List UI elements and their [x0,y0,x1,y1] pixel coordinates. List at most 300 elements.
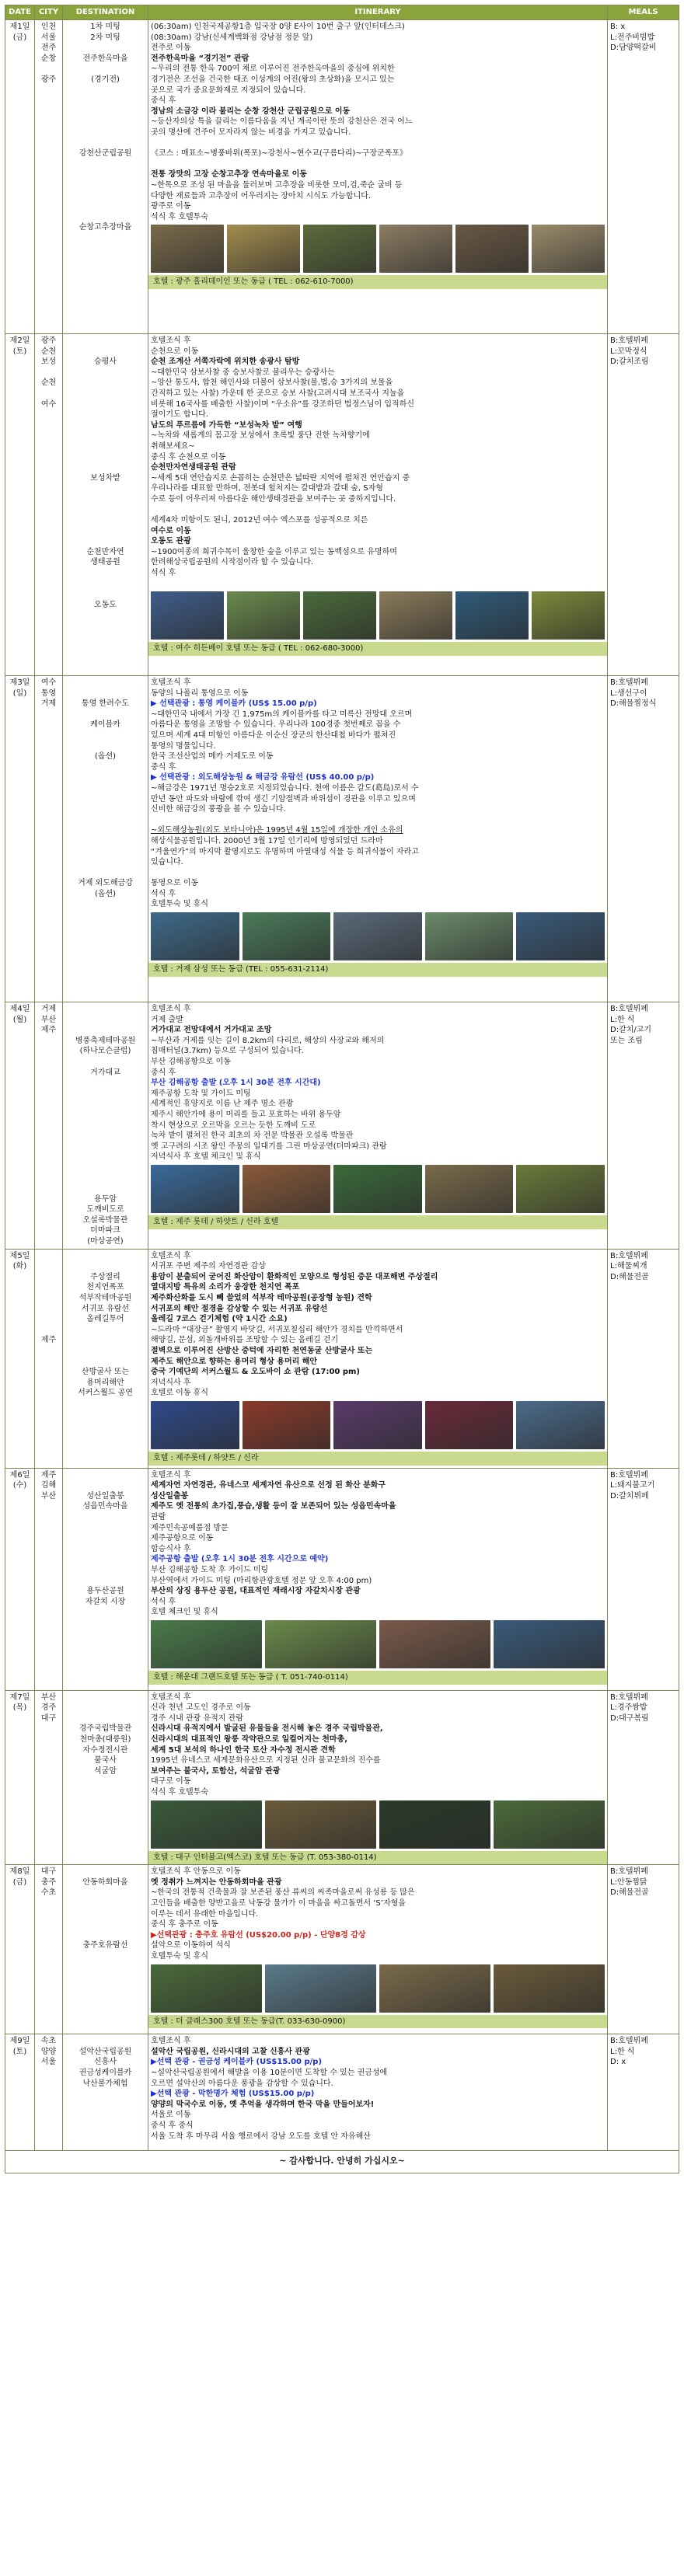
itinerary-line: 순천만자연생태공원 관람 [151,463,236,472]
sight-photo [333,1401,422,1449]
destination-name [65,201,145,212]
city-name: 속초 [40,2037,57,2046]
destination-name: 충주호유람선 [82,1941,128,1950]
day-date-cell [5,676,35,1002]
destination-name [65,1015,145,1026]
destination-name: 성읍민속마을 [82,1502,128,1511]
itinerary-line: 《코스 : 매표소~병풍바위(폭포)~강천사~현수교(구름다리)~구장군폭포》 [151,149,408,159]
itinerary-line: 녹차 밭이 펼쳐진 한국 최초의 차 전문 박물관 오설록 박물관 [151,1131,354,1141]
destination-name [65,1898,145,1909]
destination-name: 2차 미팅 [90,33,120,42]
destination-name [65,526,145,537]
itinerary-line: 저녁식사 후 [151,1378,191,1387]
itinerary-line: 이루는 데서 유래한 마을입니다. [151,1909,259,1919]
meal-item: L:한 식 [610,1015,635,1024]
city-name: 거제 [40,1005,57,1013]
itinerary-line: 비롯해 16국사를 배출한 사찰)이며 “우소유”를 강조하던 법정스님이 입적하신 [151,399,415,409]
itinerary-line: 호텔로 이동 휴식 [151,1389,208,1398]
destination-name: 산방굴사 또는 [81,1368,130,1377]
city-name: 제주 [40,1470,57,1480]
destination-name [65,1335,145,1346]
day-destination-cell [63,1865,148,2034]
sight-photo [425,912,514,960]
city-name: 보성 [40,357,57,367]
day-itinerary-cell [148,1002,608,1250]
day-date-text: 제4일 [9,1005,30,1013]
day-itinerary-cell [148,2034,608,2151]
day-date-cell [5,1690,35,1865]
photo-strip [151,1165,605,1213]
destination-name [65,1930,145,1941]
day-itinerary-cell [148,1249,608,1468]
destination-name [65,1025,145,1036]
destination-name [65,762,145,773]
itinerary-line: 부산 김해공항 출발 (오후 1시 30분 전후 시간대) [151,1079,321,1088]
meal-item: L:생선구이 [610,688,647,698]
city-name: 김해 [40,1481,57,1490]
itinerary-line: 절이기도 합니다. [151,410,208,420]
sight-photo [151,225,224,273]
sight-photo [151,591,224,640]
destination-name [65,1512,145,1523]
city-name: 여수 [40,678,57,687]
itinerary-line: ~드라마 “대장금” 촬영지 바닷길, 서귀포칠십리 해안가 경치를 만끽하면서 [151,1325,403,1334]
destination-name [65,1470,145,1481]
sight-photo [243,1165,331,1213]
itinerary-line: 수로 등이 어우러져 아름다운 해안생태경관을 보여주는 곳 중하지입니다. [151,494,396,504]
itinerary-line: 해상식물공원입니다. 2000년 3월 17일 인기리에 방영되었던 드라마 [151,836,383,845]
itinerary-line: 합승식사 후 [151,1544,191,1553]
day-destination-cell [63,2034,148,2151]
sight-photo [243,1401,331,1449]
itinerary-line: 절벽으로 이루어진 산방산 중턱에 자리한 천연동굴 산방굴사 또는 [151,1347,373,1355]
itinerary-line: 제주공항 도착 및 가이드 미팅 [151,1089,251,1098]
itinerary-line [151,138,605,149]
itinerary-line: ~우리의 전통 한옥 700여 채로 이루어진 전주한옥마을의 중심에 위치한 [151,64,395,74]
destination-name: 거가대교 [90,1068,120,1077]
itinerary-line: 석식 후 [151,569,176,578]
itinerary-line: ~부산과 거제를 잇는 길이 8.2km의 다리로, 해상의 사장교와 해저의 [151,1036,385,1045]
itinerary-line: 취해보세요~ [151,441,195,451]
day-date-text: 제2일 [9,336,30,345]
sight-photo [494,1620,605,1668]
day-date-cell [5,2034,35,2151]
meal-item: D:해물전골 [610,1272,649,1281]
itinerary-line: 제주도 해안으로 향하는 용머리 형상 용머리 해안 [151,1357,318,1366]
itinerary-line: 여수로 이동 [151,526,191,535]
city-name: 여수 [40,399,57,409]
destination-name: 경주국립박물관 [79,1724,132,1734]
day-meals-cell [608,1690,679,1865]
meal-item: B:호텔뷔페 [610,1692,648,1702]
sight-photo [494,1964,605,2013]
city-name: 인천 [40,23,57,31]
itinerary-line: ▶ 선택관광 : 통영 케이블카 (US$ 15.00 p/p) [151,699,317,709]
itinerary-line: 석식 후 호텔투숙 [151,1788,208,1797]
destination-name [65,389,145,399]
sight-photo [151,1620,262,1668]
destination-name: 강천산군립공원 [79,149,132,159]
meal-item: D:갈치뷔페 [610,1491,649,1501]
itinerary-line: 곳의 명산에 견주어 모자라지 않는 비경을 가지고 있습니다. [151,127,351,137]
meal-item: B:호텔뷔페 [610,336,648,345]
sight-photo [243,912,331,960]
itinerary-line: ~앙산 통도사, 합천 해인사와 더불어 삼보사찰(불,법,승 3가지의 보물을 [151,378,393,388]
itinerary-line: 호텔투숙 및 휴식 [151,1951,208,1961]
itinerary-line: 양양의 막국수로 이동, 옛 추억을 생각하며 한국 막을 만들어보자! [151,2100,375,2109]
city-name [37,1293,60,1304]
day-date-cell [5,1468,35,1690]
meal-item: L:경주쌈밥 [610,1703,647,1713]
itinerary-line: 호텔조식 후 [151,1470,191,1480]
destination-name [65,127,145,138]
city-name: 순천 [40,347,57,356]
sight-photo [494,1800,605,1849]
itinerary-line: ▶선택 관광 - 권금성 케이블카 (US$15.00 p/p) [151,2058,323,2067]
city-name: 서울 [40,2058,57,2067]
itinerary-line: 서귀포의 해안 절경을 감상할 수 있는 서귀포 유람선 [151,1304,328,1313]
destination-name [65,430,145,441]
city-name [37,1251,60,1262]
destination-name [65,1346,145,1357]
destination-name [65,494,145,505]
day-row [5,1002,679,1250]
day-row [5,20,679,334]
itinerary-line: 중식 후 충주로 이동 [151,1920,218,1929]
day-date-cell [5,1865,35,2034]
itinerary-line: 호텔조식 후 [151,2037,191,2046]
footer-row [5,2151,679,2173]
itinerary-line: 관람 [151,1513,166,1522]
day-date-cell [5,1249,35,1468]
destination-name: 낙산불가체험 [82,2079,128,2088]
meal-item: D:대구볶림 [610,1713,649,1723]
city-name [37,368,60,378]
destination-name: 설악산국립공원 [79,2047,132,2056]
itinerary-line: “겨울연가”의 마지막 촬영지로도 유명하며 아열대성 식물 등 희귀식물이 자라고 [151,847,419,856]
destination-name [65,462,145,473]
destination-name: 통영 한려수도 [81,699,130,709]
city-name: 순창 [40,54,57,63]
day-meals-cell [608,20,679,334]
city-name: 통영 [40,688,57,698]
destination-name [65,589,145,600]
destination-name [65,1251,145,1262]
destination-name: 케이블카 [90,720,120,730]
destination-name: 석굴암 [94,1766,117,1776]
destination-name [65,191,145,202]
destination-name [65,483,145,494]
itinerary-line: 호텔조식 후 안동으로 이동 [151,1867,241,1877]
destination-name: (경기전) [91,75,120,84]
itinerary-line: ~녹차와 새롭게의 몸고장 보성에서 초록빛 풍단 진한 녹차향기에 [151,431,370,441]
closing-message: ~ 감사합니다. 안녕히 가십시오~ [5,2151,679,2173]
destination-name [65,772,145,783]
city-name: 대구 [40,1867,57,1877]
city-name: 거제 [40,699,57,709]
destination-name [65,106,145,117]
city-name: 부산 [40,1491,57,1501]
destination-name [65,794,145,805]
day-date-text: (화) [12,1262,27,1271]
header-itinerary: ITINERARY [148,5,608,20]
day-row [5,2034,679,2151]
meal-item: L:한 식 [610,2047,635,2056]
itinerary-line: 아름다운 통영을 조망할 수 있습니다. 우리나라 100경중 첫번째로 꼽을 수 [151,720,401,730]
itinerary-line: 열대지방 특유의 소리가 웅장한 천지연 폭포 [151,1283,300,1292]
itinerary-line: 호텔조식 후 [151,336,191,345]
destination-name [65,399,145,410]
itinerary-line: 호텔투숙 및 휴식 [151,900,208,909]
itinerary-line: 침매터널(3.7km) 등으로 구성되어 있습니다. [151,1047,304,1056]
hotel-info: 호텔 : 해운대 그랜드호텔 또는 동급 ( T. 051-740-0114) [148,1671,607,1685]
itinerary-line: 옛 고구려의 시조 왕인 주몽의 일대기를 그린 마상공연(더마파크) 관람 [151,1142,387,1151]
destination-name [65,1173,145,1184]
destination-name: 권금성케이블카 [79,2068,132,2077]
day-meals-cell [608,1865,679,2034]
destination-name [65,1533,145,1544]
destination-name: 신흥사 [94,2058,117,2067]
sight-photo [379,1964,490,2013]
itinerary-line: 전통 장맛의 고장 순창고추장 연속마을로 이동 [151,170,307,180]
hotel-info: 호텔 : 여수 히든베이 호텔 또는 동급 ( TEL : 062-680-3000) [148,642,607,656]
day-date-text: 제7일 [9,1692,30,1702]
itinerary-line: 옛 정취가 느껴지는 안동하회마을 관광 [151,1877,282,1887]
photo-strip [151,1620,605,1668]
destination-name: 용두산공원 [86,1587,124,1596]
itinerary-line: 순천 조계산 서쪽자락에 위치한 송광사 탐방 [151,357,300,367]
sight-photo [265,1964,376,2013]
itinerary-line: 신라시대의 대표적인 왕릉 작약관으로 일컬어지는 천마총, [151,1735,348,1745]
destination-name [65,1183,145,1194]
sight-photo [151,1964,262,2013]
day-date-text: 제3일 [9,678,30,687]
itinerary-line [151,868,605,879]
destination-name: 석부작테마공원 [79,1294,132,1303]
destination-name: 병풍축제테마공원 [75,1036,136,1045]
destination-name: (옵션) [94,889,117,898]
photo-strip [151,225,605,273]
photo-strip [151,1964,605,2013]
itinerary-line [151,505,605,516]
itinerary-line: 남도의 푸르름에 가득한 “보성녹차 밭” 여행 [151,420,302,430]
destination-name [65,804,145,815]
itinerary-line: ~세계 5대 연안습지로 손꼽히는 순천만은 넓따란 지역에 펼쳐진 연안습지 중 [151,473,410,483]
itinerary-line: 통영의 명물입니다. [151,741,216,751]
sight-photo [151,1165,239,1213]
itinerary-line: 제주시 해안가에 용이 머리를 들고 포효하는 바위 용두암 [151,1110,341,1119]
meal-item: L:돼지불고기 [610,1481,655,1490]
destination-name: 1차 미팅 [90,23,120,31]
destination-name [65,1692,145,1703]
itinerary-line: 고인들을 배출한 양반고을로 낙동강 물가가 이 마을을 싸고돌면서 ‘S’자형을 [151,1898,406,1908]
meal-item: B:호텔뷔페 [610,1470,648,1480]
meal-item: B:호텔뷔페 [610,2037,648,2046]
sight-photo [516,1165,605,1213]
destination-name [65,169,145,180]
itinerary-line: 제주화산화를 도시 빼 쓸었의 석부작 테마공원(공장형 농원) 견학 [151,1294,372,1303]
city-name: 부산 [40,1692,57,1702]
day-row [5,334,679,676]
city-name: 광주 [40,75,57,84]
photo-strip [151,912,605,960]
itinerary-line: 통영으로 이동 [151,879,199,888]
destination-name [65,836,145,847]
meal-item: D:해물찜정식 [610,699,657,709]
itinerary-line: 설악산 국립공원, 신라시대의 고찰 신흥사 관광 [151,2047,310,2056]
destination-name [65,1110,145,1121]
day-itinerary-cell [148,20,608,334]
itinerary-line: ~한목으로 조성 된 마을을 둘러보며 고추장을 비롯한 모미,검,죽순 굴비 등 [151,180,403,190]
hotel-info: 호텔 : 대구 인터불고(엑스코) 호텔 또는 동급 (T. 053-380-0114) [148,1851,607,1865]
itinerary-line: 경주 시내 관광 유적지 관람 [151,1713,243,1723]
destination-name [65,1261,145,1272]
itinerary-line: ~대한민국 내에서 가장 긴 1,975m의 케이블카를 타고 미륵산 전망대 오르며 [151,709,413,719]
day-date-text: (금) [12,33,27,42]
city-name [37,1261,60,1272]
destination-name [65,1576,145,1587]
day-date-text: (목) [12,1703,27,1713]
day-city-cell [35,1865,63,2034]
city-name: 서울 [40,33,57,42]
destination-name [65,1057,145,1068]
destination-name [65,1089,145,1100]
destination-name [65,96,145,106]
destination-name [65,1523,145,1534]
itinerary-line: 세계4차 미항이도 된니, 2012년 여수 엑스포를 성공적으로 치른 [151,516,368,525]
sight-photo [151,1401,239,1449]
sight-photo [532,591,605,640]
sight-photo [425,1165,514,1213]
day-date-text: (토) [12,347,27,356]
destination-name [65,1565,145,1576]
itinerary-line: 제주도 옛 전통의 초가집,풍습,생활 등이 잘 보존되어 있는 성읍민속마을 [151,1502,396,1511]
itinerary-line: 보여주는 불국사, 토함산, 석굴암 관광 [151,1766,281,1776]
destination-name: 순천만자연 [86,547,124,556]
itinerary-line: 호텔조식 후 [151,1692,191,1702]
destination-name [65,1480,145,1491]
sight-photo [227,225,300,273]
itinerary-line: 세계자연 자연경관, 유네스코 세계자연 유산으로 선정 된 화산 분화구 [151,1481,386,1490]
day-date-text: (월) [12,1015,27,1024]
destination-name [65,568,145,579]
itinerary-line: 곳으로 국가 중요문화재로 지정되어 있습니다. [151,85,306,95]
city-name [37,64,60,75]
itinerary-line: 오르면 설악산의 아름다운 풍광을 감상할 수 있습니다. [151,2079,333,2088]
itinerary-line: 신비한 해금강의 풍광을 볼 수 있습니다. [151,805,286,814]
itinerary-line: 저녁식사 후 호텔 체크인 및 휴식 [151,1152,261,1162]
meal-item: L:안동찜닭 [610,1877,647,1887]
destination-name [65,85,145,96]
sight-photo [455,225,529,273]
header-date: DATE [5,5,35,20]
destination-name [65,347,145,357]
meal-item: B: x [610,23,626,31]
itinerary-line: 착시 현상으로 오르막을 오르는 듯한 도깨비 도로 [151,1121,316,1130]
itinerary-line: 부산역에서 가이드 미팅 (마리항관광호텔 정문 앞 오후 4:00 pm) [151,1576,372,1585]
destination-name [65,336,145,347]
itinerary-line: 한려해상국립공원의 시작점이라 할 수 있습니다. [151,558,314,567]
destination-name [65,741,145,752]
destination-name [65,1131,145,1142]
day-city-cell [35,1002,63,1250]
destination-name: 순창고추장마을 [79,223,132,232]
itinerary-line: 중식 후 순천으로 이동 [151,452,226,462]
header-city: CITY [35,5,63,20]
city-name: 광주 [40,336,57,345]
city-name [37,1325,60,1336]
itinerary-line: ~외도해상농원(외도 보타니아)은 1995년 4월 15일에 개장한 개인 소유의 [151,826,403,835]
sight-photo [151,912,239,960]
day-meals-cell [608,1249,679,1468]
sight-photo [379,1620,490,1668]
itinerary-line: 순천으로 이동 [151,347,199,356]
day-city-cell [35,1690,63,1865]
itinerary-line: 전주한옥마을 “경기전” 관람 [151,54,250,63]
header-meals: MEALS [608,5,679,20]
destination-name: (옵션) [94,752,117,762]
destination-name [65,1004,145,1015]
hotel-info: 호텔 : 거제 삼성 또는 동급 (TEL : 055-631-2114) [148,963,607,977]
day-row [5,676,679,1002]
itinerary-line: 거제 출발 [151,1015,183,1024]
itinerary-line: 1995년 유네스코 세계문화유산으로 지정된 신라 불교문화의 진수를 [151,1756,381,1766]
itinerary-line: 세계적인 휴양지로 이름 난 제주 명소 관광 [151,1100,294,1109]
destination-name: 불국사 [94,1756,117,1766]
destination-name [65,420,145,431]
day-meals-cell [608,1002,679,1250]
day-destination-cell [63,1690,148,1865]
day-city-cell [35,20,63,334]
destination-name [65,1325,145,1336]
itinerary-line: 중식 후 [151,1068,176,1077]
sight-photo [303,225,376,273]
header-row [5,5,679,20]
destination-name: 승평사 [94,357,117,367]
day-city-cell [35,1468,63,1690]
sight-photo [425,1401,514,1449]
itinerary-line: 설악으로 이동하여 석식 [151,1941,231,1950]
destination-name: 오설록박물관 [82,1215,128,1225]
hotel-info: 호텔 : 제주롯데 / 하얏트 / 신라 [148,1452,607,1466]
itinerary-line: 부산 김해공항 도착 후 가이드 미팅 [151,1566,269,1574]
sight-photo [455,591,529,640]
destination-name: 용머리해안 [86,1378,124,1387]
day-meals-cell [608,2034,679,2151]
meal-item: 또는 조림 [610,1036,643,1045]
meal-item: L:꼬막정식 [610,347,647,356]
itinerary-line: 서울 도착 후 마무리 서울 행로에서 강남 오도를 호텔 안 자유해산 [151,2132,371,2141]
day-destination-cell [63,20,148,334]
day-meals-cell [608,334,679,676]
itinerary-line: 한국 조선산업의 메카 거제도로 이동 [151,752,274,762]
itinerary-line: 대구로 이동 [151,1777,191,1786]
hotel-info: 호텔 : 광주 홀리데이인 또는 동급 ( TEL : 062-610-7000) [148,275,607,289]
itinerary-line: 세계 5대 보석의 하나인 한국 토산 자수정 전시관 견학 [151,1745,336,1755]
city-name: 전주 [40,44,57,53]
city-name: 순천 [40,378,57,388]
destination-name [65,138,145,149]
sight-photo [303,591,376,640]
itinerary-line: 전주로 이동 [151,44,191,53]
destination-name [65,1163,145,1173]
itinerary-line: 서울로 이동 [151,2111,191,2120]
itinerary-line: 정남의 소금강 이라 불리는 순창 강천산 군립공원으로 이동 [151,106,351,116]
destination-name: 전주한옥마을 [82,54,128,63]
itinerary-line: ▶선택관광 : 충주호 유람선 (US$20.00 p/p) - 단양8경 감상 [151,1930,366,1940]
day-date-text: 제8일 [9,1867,30,1877]
itinerary-line: (06:30am) 인천국제공항1층 입국장 0양 E사이 10번 출구 앞(인터데스크) [151,23,405,31]
